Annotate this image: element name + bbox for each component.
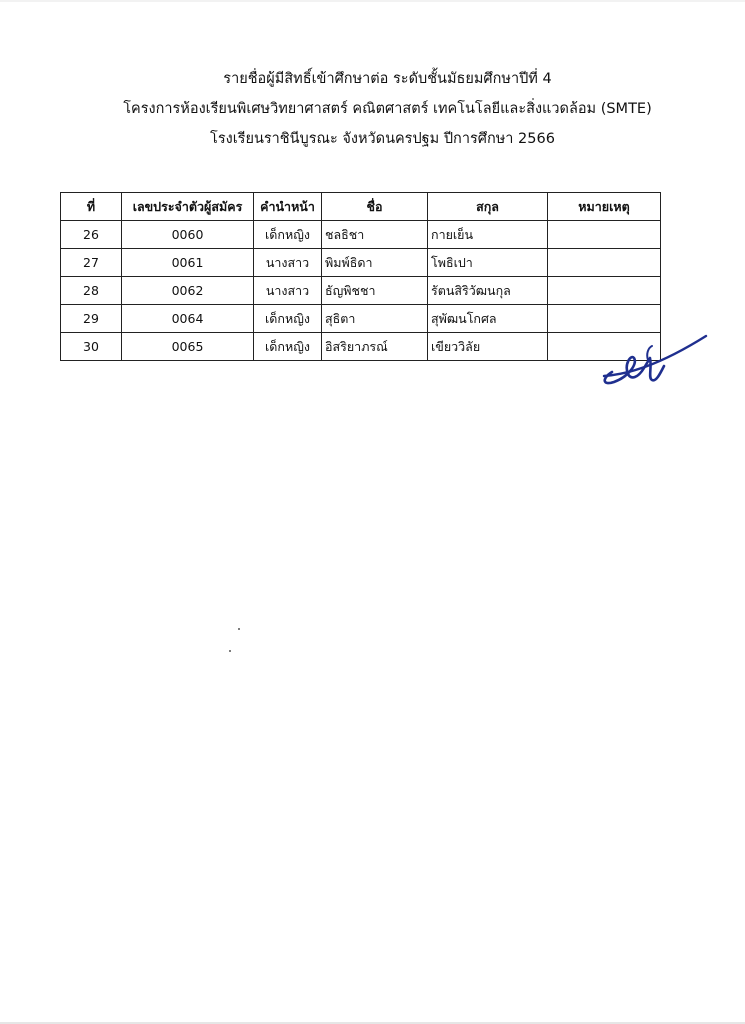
scan-speck — [238, 628, 240, 630]
cell-note — [548, 277, 661, 305]
cell-prefix: เด็กหญิง — [254, 221, 322, 249]
header-prefix: คำนำหน้า — [254, 193, 322, 221]
cell-first-name: สุธิตา — [322, 305, 428, 333]
title-line-3: โรงเรียนราชินีบูรณะ จังหวัดนครปฐม ปีการศึกษา 2566 — [210, 131, 555, 147]
page-edge-top — [0, 0, 745, 2]
table-header-row — [61, 193, 661, 221]
table-row — [61, 333, 661, 361]
cell-no: 27 — [61, 249, 122, 277]
header-no: ที่ — [61, 193, 122, 221]
cell-no: 26 — [61, 221, 122, 249]
title-line-1: รายชื่อผู้มีสิทธิ์เข้าศึกษาต่อ ระดับชั้นมัธยมศึกษาปีที่ 4 — [223, 71, 552, 87]
header-note: หมายเหตุ — [548, 193, 661, 221]
cell-last-name: กายเย็น — [428, 221, 548, 249]
cell-applicant-id: 0065 — [122, 333, 254, 361]
cell-first-name: อิสริยาภรณ์ — [322, 333, 428, 361]
document-header — [0, 64, 745, 154]
cell-applicant-id: 0061 — [122, 249, 254, 277]
cell-first-name: พิมพ์ธิดา — [322, 249, 428, 277]
cell-no: 30 — [61, 333, 122, 361]
scan-speck — [229, 650, 231, 652]
handwritten-signature-icon — [598, 320, 710, 390]
cell-prefix: นางสาว — [254, 277, 322, 305]
table-row — [61, 277, 661, 305]
cell-last-name: สุพัฒนโกศล — [428, 305, 548, 333]
title-line-2: โครงการห้องเรียนพิเศษวิทยาศาสตร์ คณิตศาสตร์ เทคโนโลยีและสิ่งแวดล้อม (SMTE) — [123, 101, 652, 117]
cell-no: 28 — [61, 277, 122, 305]
cell-first-name: ชลธิชา — [322, 221, 428, 249]
cell-prefix: นางสาว — [254, 249, 322, 277]
cell-last-name: รัตนสิริวัฒนกุล — [428, 277, 548, 305]
cell-first-name: ธัญพิชชา — [322, 277, 428, 305]
cell-applicant-id: 0060 — [122, 221, 254, 249]
cell-applicant-id: 0064 — [122, 305, 254, 333]
header-applicant-id: เลขประจำตัวผู้สมัคร — [122, 193, 254, 221]
cell-last-name: เขียววิลัย — [428, 333, 548, 361]
applicant-table — [60, 192, 661, 361]
table-row — [61, 221, 661, 249]
cell-last-name: โพธิเปา — [428, 249, 548, 277]
cell-prefix: เด็กหญิง — [254, 333, 322, 361]
cell-applicant-id: 0062 — [122, 277, 254, 305]
cell-prefix: เด็กหญิง — [254, 305, 322, 333]
cell-no: 29 — [61, 305, 122, 333]
header-last-name: สกุล — [428, 193, 548, 221]
table-row — [61, 249, 661, 277]
table-row — [61, 305, 661, 333]
cell-note — [548, 221, 661, 249]
cell-note — [548, 249, 661, 277]
header-first-name: ชื่อ — [322, 193, 428, 221]
